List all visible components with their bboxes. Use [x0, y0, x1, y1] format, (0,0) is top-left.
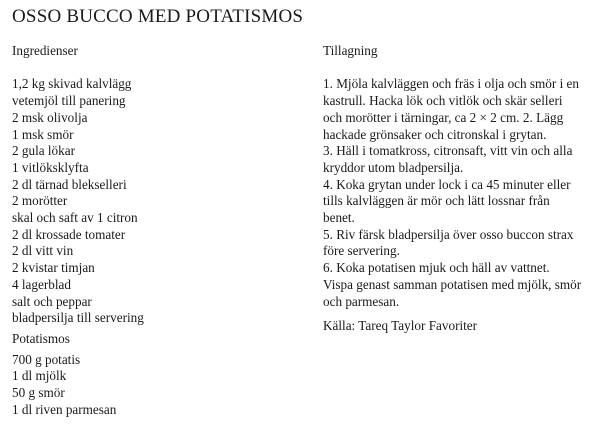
method-step-6 — [323, 260, 595, 310]
method-line: 3. Häll i tomatkross, citronsaft, vitt vin och alla — [323, 143, 573, 159]
method-line: 1. Mjöla kalvläggen och fräs i olja och smör i en — [323, 76, 579, 92]
ingredient-item: 2 dl krossade tomater — [12, 226, 126, 242]
method-step-5 — [323, 227, 595, 260]
method-line: 6. Koka potatisen mjuk och häll av vattnet. — [323, 260, 550, 276]
method-line: före servering. — [323, 243, 400, 259]
potatoes-heading: Potatismos — [12, 330, 70, 346]
ingredient-item: bladpersilja till servering — [12, 310, 144, 326]
ingredient-item: 2 kvistar timjan — [12, 260, 95, 276]
method-line: och parmesan. — [323, 293, 400, 309]
potato-item: 1 dl mjölk — [12, 368, 67, 384]
recipe-title: OSSO BUCCO MED POTATISMOS — [12, 6, 304, 27]
ingredients-heading: Ingredienser — [12, 43, 78, 58]
method-line: och morötter i tärningar, ca 2 × 2 cm. 2. Lägg — [323, 109, 564, 125]
ingredient-item: 2 gula lökar — [12, 143, 75, 159]
ingredient-item: vetemjöl till panering — [12, 93, 126, 109]
method-line: hackade grönsaker och citronskal i grytan. — [323, 126, 547, 142]
method-heading: Tillagning — [323, 43, 378, 58]
potato-item: 50 g smör — [12, 385, 65, 401]
ingredient-item: 2 msk olivolja — [12, 109, 88, 125]
ingredient-item: 1,2 kg skivad kalvlägg — [12, 76, 132, 92]
ingredient-item: 2 dl vitt vin — [12, 243, 74, 259]
ingredient-item: salt och peppar — [12, 293, 92, 309]
ingredient-item: 4 lagerblad — [12, 276, 71, 292]
method-line: kastrull. Hacka lök och vitlök och skär selleri — [323, 93, 563, 109]
potato-item: 1 dl riven parmesan — [12, 401, 117, 417]
ingredient-item: 2 morötter — [12, 193, 68, 209]
method-step-3 — [323, 143, 595, 176]
method-step-1 — [323, 76, 595, 143]
ingredient-item: 1 vitlöksklyfta — [12, 159, 89, 175]
method-step-4 — [323, 177, 595, 227]
potato-item: 700 g potatis — [12, 351, 81, 367]
recipe-source: Källa: Tareq Taylor Favoriter — [323, 318, 478, 334]
ingredient-item: 2 dl tärnad blekselleri — [12, 176, 127, 192]
ingredient-item: 1 msk smör — [12, 126, 74, 142]
method-column — [323, 43, 595, 335]
method-line: kryddor utom bladpersilja. — [323, 159, 464, 175]
method-line: benet. — [323, 210, 355, 226]
method-line: tills kalvläggen är mör och lätt lossnar från — [323, 193, 550, 209]
ingredient-item: skal och saft av 1 citron — [12, 210, 138, 226]
method-line: 4. Koka grytan under lock i ca 45 minuter eller — [323, 176, 571, 192]
method-line: 5. Riv färsk bladpersilja över osso buccon strax — [323, 226, 574, 242]
ingredients-column — [12, 43, 302, 418]
method-line: Vispa genast samman potatisen med mjölk, smör — [323, 276, 582, 292]
